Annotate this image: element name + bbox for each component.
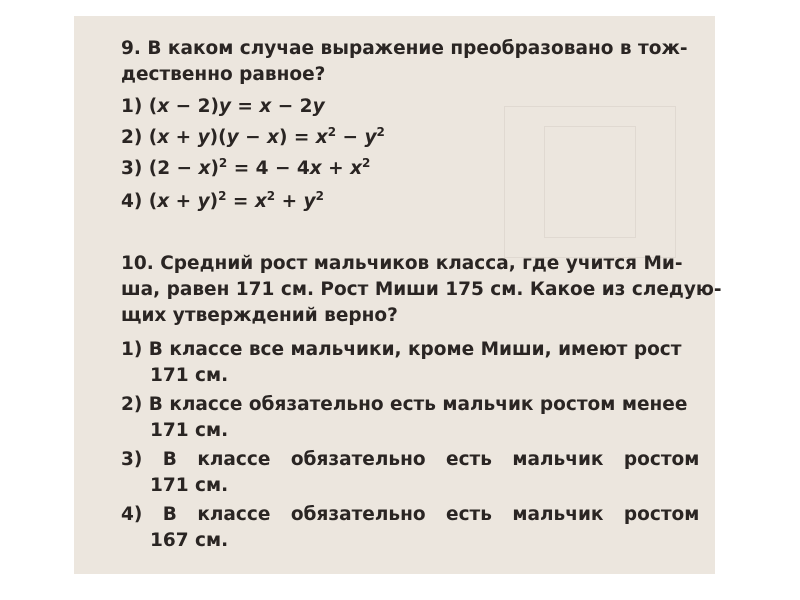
q9-heading-line1 [121,38,688,59]
q9-option-2 [121,127,385,148]
q10-option-1-line1 [121,339,682,360]
show-through-grid [544,126,636,238]
q10-option-text: В классе обязательно есть мальчик ростом менее [148,394,688,415]
q9-option-expr: $(x + y)^2 = x^2 + y^2$ [148,189,324,212]
q9-option-label: 3) [121,158,143,179]
q10-option-label: 4) [121,504,143,525]
q10-option-label: 3) [121,449,143,470]
q9-option-4 [121,191,324,212]
q10-option-label: 2) [121,394,143,415]
q10-heading-line1 [121,253,683,274]
q10-option-4-line2: 167 см. [150,530,229,551]
q9-text-line1: В каком случае выражение преобразовано в тож- [147,38,688,59]
q9-option-expr: $(x + y)(y - x) = x^2 - y^2$ [148,125,385,148]
q9-number: 9. [121,38,141,59]
q10-option-2-line1 [121,394,687,415]
q10-option-2-line2: 171 см. [150,420,229,441]
q10-option-text: В классе все мальчики, кроме Миши, имеют рост [148,339,682,360]
q10-option-4-line1 [121,504,699,525]
q9-option-expr: $(2 - x)^2 = 4 - 4x + x^2$ [148,156,371,179]
q10-text-line2: ша, равен 171 см. Рост Миши 175 см. Какое из следую- [121,279,722,300]
q10-option-text: В классе обязательно есть мальчик ростом [162,504,700,525]
q9-option-label: 1) [121,96,143,117]
scanned-page [74,16,722,574]
q10-option-1-line2: 171 см. [150,365,229,386]
q9-option-label: 4) [121,191,143,212]
q9-option-expr: (x − 2)y = x − 2y [148,96,325,117]
q10-number: 10. [121,253,154,274]
q10-option-3-line1 [121,449,699,470]
q10-option-label: 1) [121,339,143,360]
q10-option-text: В классе обязательно есть мальчик ростом [162,449,700,470]
q9-option-1 [121,96,325,117]
q10-text-line1: Средний рост мальчиков класса, где учится Ми- [160,253,683,274]
q9-option-label: 2) [121,127,143,148]
q9-option-3 [121,158,370,179]
q9-text-line2: дественно равное? [121,64,326,85]
q10-text-line3: щих утверждений верно? [121,305,398,326]
q10-option-3-line2: 171 см. [150,475,229,496]
